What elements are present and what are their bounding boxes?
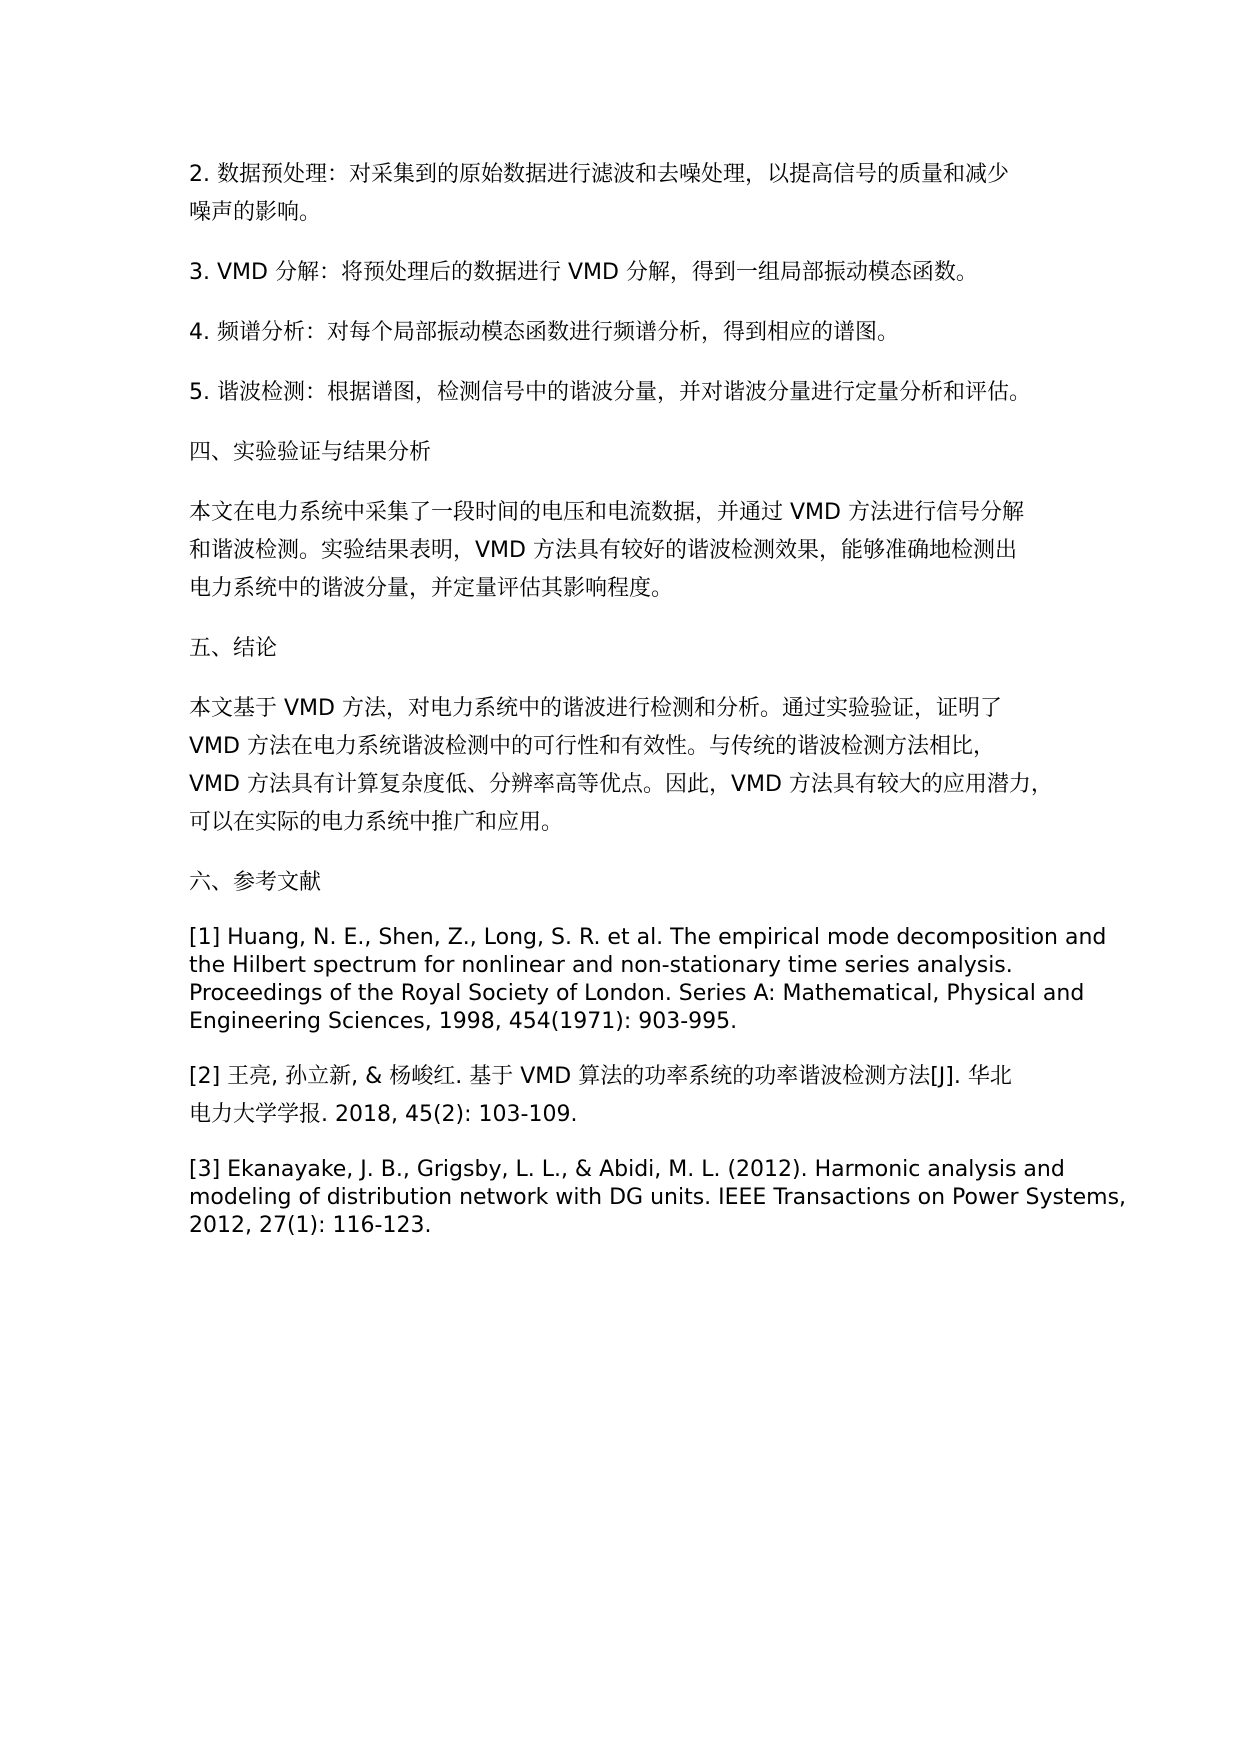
reference-3 (189, 1156, 1127, 1240)
text-line: Engineering Sciences, 1998, 454(1971): 903-995. (189, 1009, 738, 1034)
reference-1 (189, 924, 1107, 1036)
text-line: [2] 王亮, 孙立新, & 杨峻红. 基于 VMD 算法的功率系统的功率谐波检测方法[J]. 华北 (189, 1064, 1012, 1089)
text-line: 本文在电力系统中采集了一段时间的电压和电流数据，并通过 VMD 方法进行信号分解 (189, 500, 1024, 525)
text-line: 电力系统中的谐波分量，并定量评估其影响程度。 (189, 576, 674, 601)
section-heading-experiment: 四、实验验证与结果分析 (189, 440, 432, 465)
text-line: modeling of distribution network with DG units. IEEE Transactions on Power Systems, (189, 1185, 1127, 1210)
text-line: VMD 方法在电力系统谐波检测中的可行性和有效性。与传统的谐波检测方法相比， (189, 734, 995, 759)
text-line: 可以在实际的电力系统中推广和应用。 (189, 810, 564, 835)
experiment-paragraph (189, 494, 1089, 608)
step-4-paragraph (189, 314, 1089, 352)
text-line: Proceedings of the Royal Society of London. Series A: Mathematical, Physical and (189, 981, 1085, 1006)
text-line: 电力大学学报. 2018, 45(2): 103-109. (189, 1102, 578, 1127)
text-line: 4. 频谱分析：对每个局部振动模态函数进行频谱分析，得到相应的谱图。 (189, 320, 899, 345)
reference-2 (189, 1058, 1089, 1134)
text-line: 5. 谐波检测：根据谱图，检测信号中的谐波分量，并对谐波分量进行定量分析和评估。 (189, 380, 1031, 405)
section-heading-conclusion: 五、结论 (189, 636, 278, 661)
text-line: 2. 数据预处理：对采集到的原始数据进行滤波和去噪处理，以提高信号的质量和减少 (189, 162, 1009, 187)
text-line: 和谐波检测。实验结果表明，VMD 方法具有较好的谐波检测效果，能够准确地检测出 (189, 538, 1017, 563)
step-5-paragraph (189, 374, 1089, 412)
step-3-paragraph (189, 254, 1089, 292)
section-heading-references: 六、参考文献 (189, 870, 322, 895)
text-line: 噪声的影响。 (189, 200, 322, 225)
text-line: 3. VMD 分解：将预处理后的数据进行 VMD 分解，得到一组局部振动模态函数。 (189, 260, 978, 285)
document-body (189, 156, 1127, 1262)
text-line: [1] Huang, N. E., Shen, Z., Long, S. R. et al. The empirical mode decomposition and (189, 925, 1107, 950)
step-2-paragraph (189, 156, 1089, 232)
text-line: the Hilbert spectrum for nonlinear and non-stationary time series analysis. (189, 953, 1013, 978)
conclusion-paragraph (189, 690, 1089, 842)
text-line: [3] Ekanayake, J. B., Grigsby, L. L., & Abidi, M. L. (2012). Harmonic analysis and (189, 1157, 1065, 1182)
text-line: 本文基于 VMD 方法，对电力系统中的谐波进行检测和分析。通过实验验证，证明了 (189, 696, 1002, 721)
text-line: 2012, 27(1): 116-123. (189, 1213, 432, 1238)
text-line: VMD 方法具有计算复杂度低、分辨率高等优点。因此，VMD 方法具有较大的应用潜力， (189, 772, 1053, 797)
